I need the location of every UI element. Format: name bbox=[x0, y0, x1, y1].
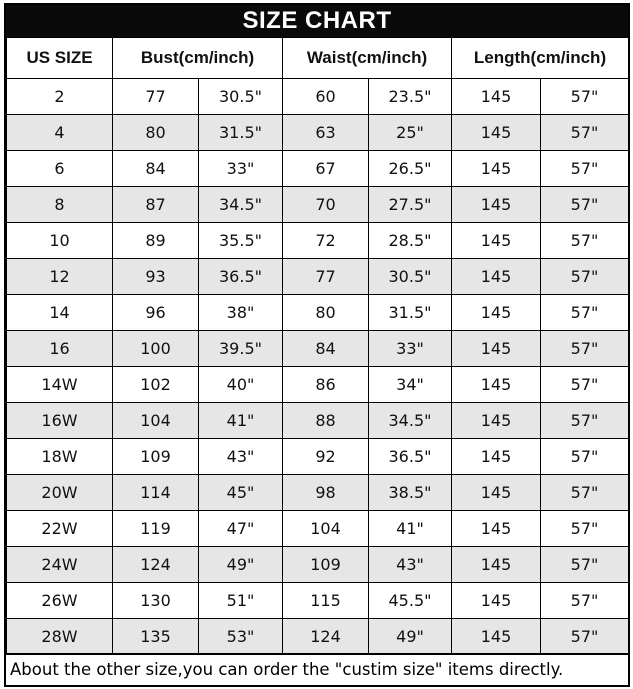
chart-title: SIZE CHART bbox=[6, 5, 628, 37]
table-row bbox=[7, 547, 629, 583]
cell-length-inch: 57" bbox=[541, 619, 629, 655]
cell-length-inch: 57" bbox=[541, 547, 629, 583]
cell-waist-cm: 84 bbox=[283, 331, 369, 367]
table-row bbox=[7, 367, 629, 403]
cell-length-inch: 57" bbox=[541, 295, 629, 331]
header-row bbox=[7, 38, 629, 79]
cell-size: 14 bbox=[7, 295, 113, 331]
table-row bbox=[7, 583, 629, 619]
cell-bust-cm: 135 bbox=[113, 619, 199, 655]
table-row bbox=[7, 331, 629, 367]
cell-bust-cm: 114 bbox=[113, 475, 199, 511]
header-waist: Waist(cm/inch) bbox=[283, 38, 452, 79]
table-row bbox=[7, 223, 629, 259]
cell-length-inch: 57" bbox=[541, 403, 629, 439]
cell-size: 22W bbox=[7, 511, 113, 547]
table-row bbox=[7, 619, 629, 655]
header-bust: Bust(cm/inch) bbox=[113, 38, 283, 79]
cell-bust-inch: 38" bbox=[199, 295, 283, 331]
cell-length-inch: 57" bbox=[541, 439, 629, 475]
cell-bust-cm: 84 bbox=[113, 151, 199, 187]
cell-length-cm: 145 bbox=[452, 223, 541, 259]
cell-bust-cm: 124 bbox=[113, 547, 199, 583]
cell-length-cm: 145 bbox=[452, 259, 541, 295]
cell-waist-cm: 63 bbox=[283, 115, 369, 151]
cell-waist-inch: 31.5" bbox=[369, 295, 452, 331]
cell-length-cm: 145 bbox=[452, 367, 541, 403]
cell-length-cm: 145 bbox=[452, 187, 541, 223]
cell-waist-inch: 30.5" bbox=[369, 259, 452, 295]
custom-size-note: About the other size,you can order the "custim size" items directly. bbox=[6, 653, 628, 685]
table-row bbox=[7, 295, 629, 331]
cell-waist-cm: 104 bbox=[283, 511, 369, 547]
cell-size: 26W bbox=[7, 583, 113, 619]
cell-length-inch: 57" bbox=[541, 79, 629, 115]
header-length: Length(cm/inch) bbox=[452, 38, 629, 79]
size-table bbox=[6, 37, 629, 655]
cell-waist-cm: 124 bbox=[283, 619, 369, 655]
cell-bust-inch: 30.5" bbox=[199, 79, 283, 115]
cell-length-cm: 145 bbox=[452, 619, 541, 655]
cell-waist-inch: 36.5" bbox=[369, 439, 452, 475]
cell-size: 10 bbox=[7, 223, 113, 259]
cell-size: 16W bbox=[7, 403, 113, 439]
cell-bust-inch: 47" bbox=[199, 511, 283, 547]
cell-waist-inch: 43" bbox=[369, 547, 452, 583]
cell-size: 18W bbox=[7, 439, 113, 475]
cell-bust-inch: 39.5" bbox=[199, 331, 283, 367]
cell-length-cm: 145 bbox=[452, 295, 541, 331]
cell-length-cm: 145 bbox=[452, 475, 541, 511]
cell-waist-cm: 88 bbox=[283, 403, 369, 439]
cell-bust-cm: 119 bbox=[113, 511, 199, 547]
cell-length-cm: 145 bbox=[452, 547, 541, 583]
cell-waist-cm: 60 bbox=[283, 79, 369, 115]
cell-waist-inch: 28.5" bbox=[369, 223, 452, 259]
cell-waist-inch: 45.5" bbox=[369, 583, 452, 619]
cell-waist-cm: 80 bbox=[283, 295, 369, 331]
cell-waist-inch: 34.5" bbox=[369, 403, 452, 439]
cell-size: 20W bbox=[7, 475, 113, 511]
size-chart bbox=[4, 3, 630, 687]
cell-bust-cm: 96 bbox=[113, 295, 199, 331]
cell-size: 12 bbox=[7, 259, 113, 295]
cell-bust-inch: 53" bbox=[199, 619, 283, 655]
cell-length-inch: 57" bbox=[541, 583, 629, 619]
cell-waist-inch: 25" bbox=[369, 115, 452, 151]
cell-bust-inch: 43" bbox=[199, 439, 283, 475]
cell-bust-inch: 33" bbox=[199, 151, 283, 187]
cell-length-cm: 145 bbox=[452, 331, 541, 367]
cell-bust-cm: 89 bbox=[113, 223, 199, 259]
cell-waist-cm: 70 bbox=[283, 187, 369, 223]
cell-waist-inch: 34" bbox=[369, 367, 452, 403]
cell-bust-inch: 36.5" bbox=[199, 259, 283, 295]
cell-waist-inch: 23.5" bbox=[369, 79, 452, 115]
cell-length-inch: 57" bbox=[541, 115, 629, 151]
cell-bust-inch: 49" bbox=[199, 547, 283, 583]
cell-bust-inch: 40" bbox=[199, 367, 283, 403]
cell-size: 6 bbox=[7, 151, 113, 187]
cell-size: 8 bbox=[7, 187, 113, 223]
header-us-size: US SIZE bbox=[7, 38, 113, 79]
table-row bbox=[7, 259, 629, 295]
table-row bbox=[7, 403, 629, 439]
cell-waist-cm: 67 bbox=[283, 151, 369, 187]
cell-length-cm: 145 bbox=[452, 151, 541, 187]
cell-bust-cm: 102 bbox=[113, 367, 199, 403]
table-row bbox=[7, 475, 629, 511]
cell-waist-cm: 109 bbox=[283, 547, 369, 583]
cell-length-cm: 145 bbox=[452, 511, 541, 547]
cell-waist-cm: 115 bbox=[283, 583, 369, 619]
cell-length-inch: 57" bbox=[541, 187, 629, 223]
cell-waist-cm: 92 bbox=[283, 439, 369, 475]
cell-length-cm: 145 bbox=[452, 583, 541, 619]
cell-length-inch: 57" bbox=[541, 259, 629, 295]
cell-length-cm: 145 bbox=[452, 439, 541, 475]
cell-length-inch: 57" bbox=[541, 151, 629, 187]
cell-waist-inch: 33" bbox=[369, 331, 452, 367]
cell-size: 24W bbox=[7, 547, 113, 583]
cell-length-cm: 145 bbox=[452, 115, 541, 151]
cell-length-cm: 145 bbox=[452, 403, 541, 439]
cell-size: 14W bbox=[7, 367, 113, 403]
table-row bbox=[7, 79, 629, 115]
cell-bust-inch: 41" bbox=[199, 403, 283, 439]
cell-bust-cm: 130 bbox=[113, 583, 199, 619]
table-row bbox=[7, 439, 629, 475]
table-row bbox=[7, 187, 629, 223]
cell-size: 2 bbox=[7, 79, 113, 115]
cell-size: 16 bbox=[7, 331, 113, 367]
cell-bust-cm: 100 bbox=[113, 331, 199, 367]
cell-waist-inch: 49" bbox=[369, 619, 452, 655]
cell-waist-inch: 38.5" bbox=[369, 475, 452, 511]
cell-waist-inch: 27.5" bbox=[369, 187, 452, 223]
cell-length-inch: 57" bbox=[541, 511, 629, 547]
cell-bust-cm: 93 bbox=[113, 259, 199, 295]
cell-waist-inch: 26.5" bbox=[369, 151, 452, 187]
cell-bust-inch: 45" bbox=[199, 475, 283, 511]
cell-length-inch: 57" bbox=[541, 331, 629, 367]
table-row bbox=[7, 115, 629, 151]
cell-length-inch: 57" bbox=[541, 223, 629, 259]
cell-waist-cm: 98 bbox=[283, 475, 369, 511]
cell-waist-cm: 86 bbox=[283, 367, 369, 403]
cell-bust-inch: 35.5" bbox=[199, 223, 283, 259]
cell-length-inch: 57" bbox=[541, 475, 629, 511]
cell-bust-inch: 34.5" bbox=[199, 187, 283, 223]
cell-size: 4 bbox=[7, 115, 113, 151]
cell-waist-cm: 72 bbox=[283, 223, 369, 259]
cell-length-inch: 57" bbox=[541, 367, 629, 403]
cell-bust-cm: 104 bbox=[113, 403, 199, 439]
table-row bbox=[7, 151, 629, 187]
cell-waist-cm: 77 bbox=[283, 259, 369, 295]
cell-length-cm: 145 bbox=[452, 79, 541, 115]
cell-bust-cm: 109 bbox=[113, 439, 199, 475]
cell-waist-inch: 41" bbox=[369, 511, 452, 547]
cell-bust-cm: 87 bbox=[113, 187, 199, 223]
cell-bust-cm: 80 bbox=[113, 115, 199, 151]
table-row bbox=[7, 511, 629, 547]
cell-bust-inch: 31.5" bbox=[199, 115, 283, 151]
cell-size: 28W bbox=[7, 619, 113, 655]
cell-bust-inch: 51" bbox=[199, 583, 283, 619]
cell-bust-cm: 77 bbox=[113, 79, 199, 115]
